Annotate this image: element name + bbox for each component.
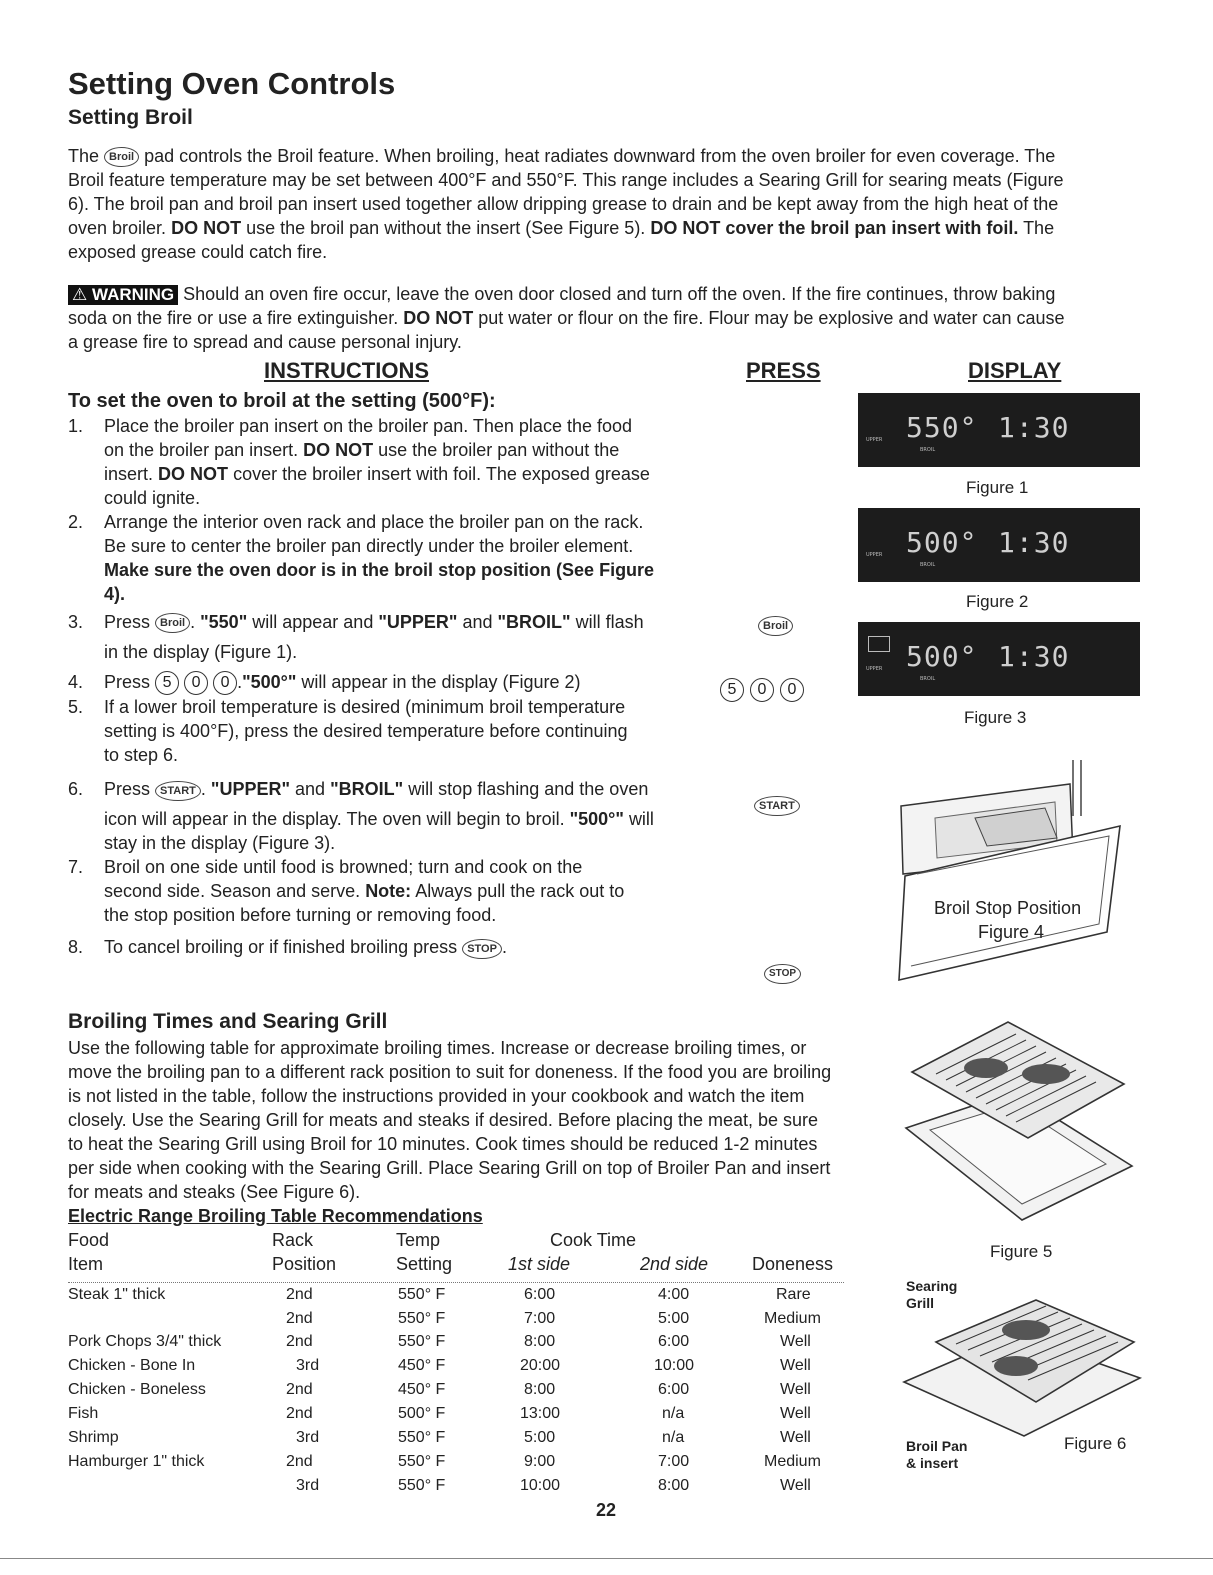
digit-5-key[interactable]: 5 <box>720 678 744 702</box>
table-row: 3rd 550° F 10:00 8:00 Well <box>296 1477 811 1494</box>
figure-1-caption: Figure 1 <box>966 478 1029 497</box>
digit-0-key-inline: 0 <box>213 671 237 695</box>
figure-4-label: Broil Stop Position <box>934 898 1082 918</box>
lcd-temp: 500° <box>906 640 978 673</box>
digit-5-key-inline: 5 <box>155 671 179 695</box>
broil-heading: To set the oven to broil at the setting (500°F): <box>68 390 496 412</box>
step-7: 7. Broil on one side until food is browned; turn and cook on the second side. Season and serve. Note: Always pull the rack out to the stop position before turning or removing food. <box>68 857 625 926</box>
step-6: 6. Press START . "UPPER" and "BROIL" will stop flashing and the oven icon will appear in the display. The oven will begin to broil. "500°" will stay in the display (Figure 3). <box>68 779 654 854</box>
display-header: DISPLAY <box>968 358 1062 383</box>
table-header: Food Item Rack Position Temp Setting Cook Time 1st side 2nd side Doneness <box>68 1230 834 1274</box>
start-key-inline: START <box>155 781 201 801</box>
figure-4-caption: Figure 4 <box>978 922 1045 942</box>
table-row: Steak 1" thick 2nd 550° F 6:00 4:00 Rare <box>68 1286 811 1303</box>
lcd-temp: 500° <box>906 526 978 559</box>
instructions-header: INSTRUCTIONS <box>264 358 429 383</box>
figure-2-caption: Figure 2 <box>966 592 1029 611</box>
searing-grill-illustration <box>896 1290 1144 1440</box>
oven-icon <box>868 636 890 652</box>
steps-list <box>68 414 728 959</box>
table-title: Electric Range Broiling Table Recommendations <box>68 1206 483 1226</box>
intro-paragraph: The Broil pad controls the Broil feature. When broiling, heat radiates downward from the oven broiler for even coverage. The Broil feature temperature may be set between 400°F and 550°F. This range includes a Searing Grill for searing meats (Figure 6). The broil pan and broil pan insert used together allow dripping grease to drain and be kept away from the high heat of the oven broiler. DO NOT use the broil pan without the insert (See Figure 5). DO NOT cover the broil pan insert with foil. The exposed grease could catch fire. <box>68 146 1064 262</box>
digit-0-key-2[interactable]: 0 <box>780 678 804 702</box>
table-row: Chicken - Bone In 3rd 450° F 20:00 10:00 Well <box>68 1357 811 1374</box>
broiling-times-heading: Broiling Times and Searing Grill <box>68 1010 388 1033</box>
broil-stop-illustration <box>895 756 1135 986</box>
figure-3-caption: Figure 3 <box>964 708 1027 727</box>
step-1: 1. Place the broiler pan insert on the broiler pan. Then place the food on the broiler pan insert. DO NOT use the broiler pan without the insert. DO NOT cover the broiler insert with foil. The exposed grease could ignite. <box>68 416 650 508</box>
digit-0-key[interactable]: 0 <box>750 678 774 702</box>
table-row: 2nd 550° F 7:00 5:00 Medium <box>286 1310 821 1327</box>
lcd-time: 1:30 <box>998 640 1070 673</box>
page-bottom-rule <box>0 1558 1213 1559</box>
press-header: PRESS <box>746 358 821 383</box>
table-row: Fish 2nd 500° F 13:00 n/a Well <box>68 1405 811 1422</box>
table-divider <box>68 1282 844 1283</box>
lcd-display-figure-1: 550° 1:30 UPPER BROIL <box>858 393 1140 467</box>
lcd-display-figure-3: 500° 1:30 UPPER BROIL <box>858 622 1140 696</box>
page-number: 22 <box>596 1500 617 1520</box>
searing-grill-label: Searing Grill <box>906 1278 958 1311</box>
broil-key-inline: Broil <box>104 147 139 167</box>
step-2: 2. Arrange the interior oven rack and place the broiler pan on the rack. Be sure to center the broiler pan directly under the broiler element. Make sure the oven door is in the broil stop position (See Figure 4). <box>68 512 655 604</box>
digit-0-key-inline: 0 <box>184 671 208 695</box>
lcd-display-figure-2: 500° 1:30 UPPER BROIL <box>858 508 1140 582</box>
lcd-temp: 550° <box>906 411 978 444</box>
step-3: 3. Press Broil . "550" will appear and "UPPER" and "BROIL" will flash in the display (Figure 1). <box>68 612 644 662</box>
step-4: 4. Press 5 0 0 ."500°" will appear in the display (Figure 2) <box>68 670 728 695</box>
step-8: 8. To cancel broiling or if finished broiling press STOP . <box>68 937 507 958</box>
stop-key[interactable]: STOP <box>764 964 801 984</box>
lcd-time: 1:30 <box>998 526 1070 559</box>
figure-6-caption: Figure 6 <box>1064 1434 1127 1453</box>
stop-key-inline: STOP <box>462 939 502 959</box>
table-row: Pork Chops 3/4" thick 2nd 550° F 8:00 6:00 Well <box>68 1333 811 1350</box>
lcd-time: 1:30 <box>998 411 1070 444</box>
broiling-times-paragraph: Use the following table for approximate broiling times. Increase or decrease broiling times, or move the broiling pan to a different rack position to suit for doneness. If the food you are broiling is not listed in the table, follow the instructions provided in your cookbook and watch the item closely. Use the Searing Grill for meats and steaks if desired. Before placing the meat, be sure to heat the Searing Grill using Broil for 10 minutes. Cook times should be reduced 1-2 minutes per side when cooking with the Searing Grill. Place Searing Grill on top of Broiler Pan and insert for meats and steaks (See Figure 6). <box>68 1038 832 1202</box>
table-row: Hamburger 1" thick 2nd 550° F 9:00 7:00 Medium <box>68 1453 821 1470</box>
table-row: Chicken - Boneless 2nd 450° F 8:00 6:00 Well <box>68 1381 811 1398</box>
broil-key[interactable]: Broil <box>758 616 793 636</box>
table-row: Shrimp 3rd 550° F 5:00 n/a Well <box>68 1429 811 1446</box>
broil-key-inline: Broil <box>155 613 190 633</box>
broil-pan-label: Broil Pan & insert <box>906 1438 968 1471</box>
start-key[interactable]: START <box>754 796 800 816</box>
warning-paragraph: ⚠ WARNING Should an oven fire occur, leave the oven door closed and turn off the oven. If the fire continues, throw baking soda on the fire or use a fire extinguisher. DO NOT put water or flour on the fire. Flour may be explosive and water can cause a grease fire to spread and cause personal injury. <box>68 284 1065 352</box>
page-title: Setting Oven Controls <box>68 66 396 101</box>
warning-badge: ⚠ WARNING <box>68 285 178 305</box>
step-5: 5. If a lower broil temperature is desired (minimum broil temperature setting is 400°F), press the desired temperature before continuing to step 6. <box>68 697 628 766</box>
section-subtitle: Setting Broil <box>68 106 193 129</box>
broil-pan-insert-illustration <box>896 1016 1140 1232</box>
figure-5-caption: Figure 5 <box>990 1242 1053 1261</box>
